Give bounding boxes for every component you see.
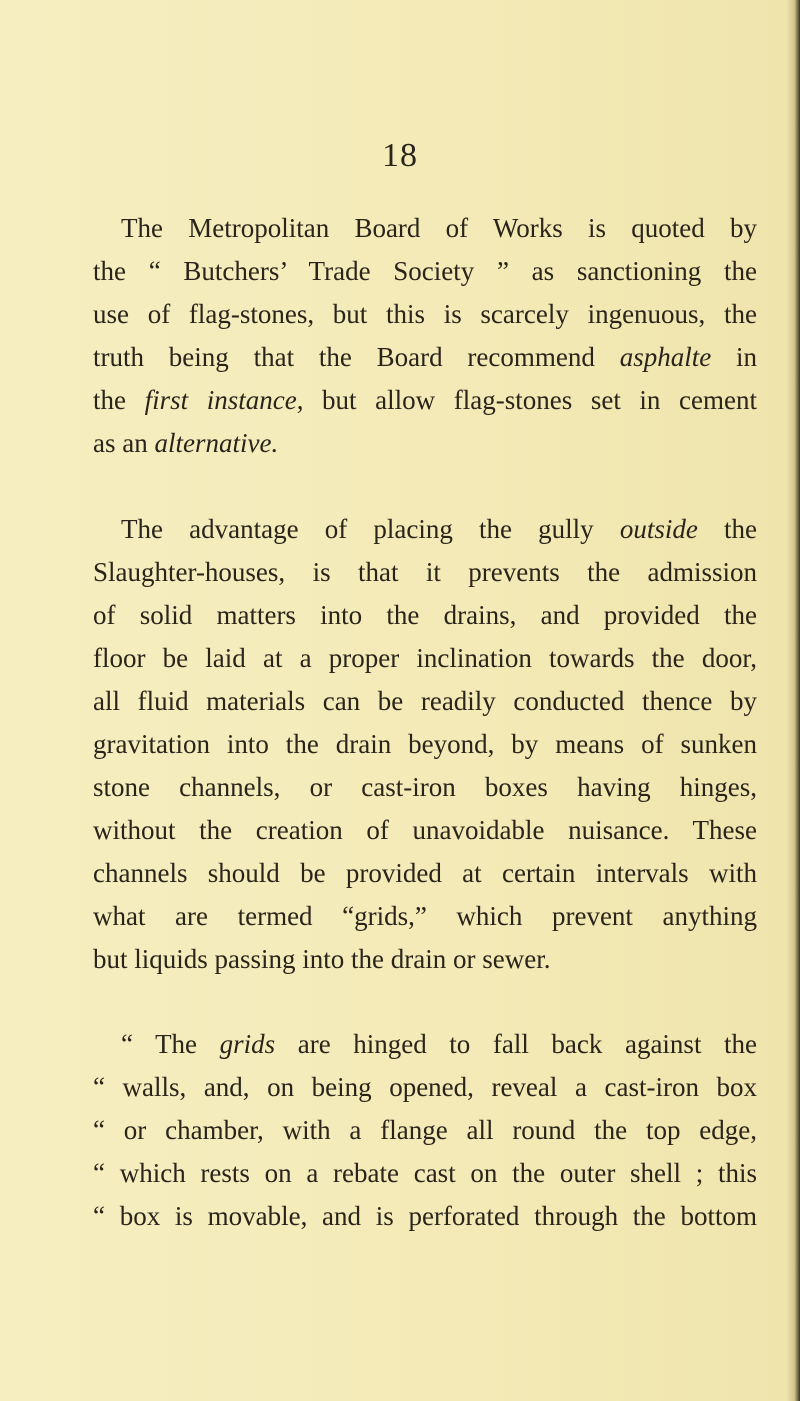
- text-line: truth being that the Board recommend asphalte in: [93, 342, 757, 372]
- italic-text: outside: [619, 514, 698, 544]
- text-line: “ box is movable, and is perforated through the bottom: [93, 1201, 757, 1231]
- italic-text: first instance: [144, 385, 297, 415]
- text-line: “ The grids are hinged to fall back against the: [121, 1029, 757, 1059]
- text-line: without the creation of unavoidable nuisance. These: [93, 815, 757, 845]
- text-line: the “ Butchers’ Trade Society ” as sanctioning the: [93, 256, 757, 286]
- italic-text: grids: [219, 1029, 276, 1059]
- text-line: stone channels, or cast-iron boxes having hinges,: [93, 772, 757, 802]
- text-line: The Metropolitan Board of Works is quoted by: [121, 213, 757, 243]
- text-line: use of flag-stones, but this is scarcely ingenuous, the: [93, 299, 757, 329]
- text-line: “ or chamber, with a flange all round the top edge,: [93, 1115, 757, 1145]
- text-line: gravitation into the drain beyond, by means of sunken: [93, 729, 757, 759]
- text-line: The advantage of placing the gully outside the: [121, 514, 757, 544]
- text-line: Slaughter-houses, is that it prevents the admission: [93, 557, 757, 587]
- text-line: of solid matters into the drains, and provided the: [93, 600, 757, 630]
- text-line: all fluid materials can be readily conducted thence by: [93, 686, 757, 716]
- text-line: channels should be provided at certain intervals with: [93, 858, 757, 888]
- italic-text: asphalte: [619, 342, 712, 372]
- text-line: “ walls, and, on being opened, reveal a cast-iron box: [93, 1072, 757, 1102]
- text-line: but liquids passing into the drain or sewer.: [93, 944, 551, 974]
- text-line: as an alternative.: [93, 428, 279, 458]
- text-line: “ which rests on a rebate cast on the outer shell ; this: [93, 1158, 757, 1188]
- text-line: floor be laid at a proper inclination towards the door,: [93, 643, 757, 673]
- page-edge-shadow: [786, 0, 800, 1401]
- page-number: 18: [382, 137, 418, 174]
- italic-text: alternative.: [154, 428, 279, 458]
- text-line: what are termed “grids,” which prevent anything: [93, 901, 757, 931]
- text-line: the first instance, but allow flag-stones set in cement: [93, 385, 757, 415]
